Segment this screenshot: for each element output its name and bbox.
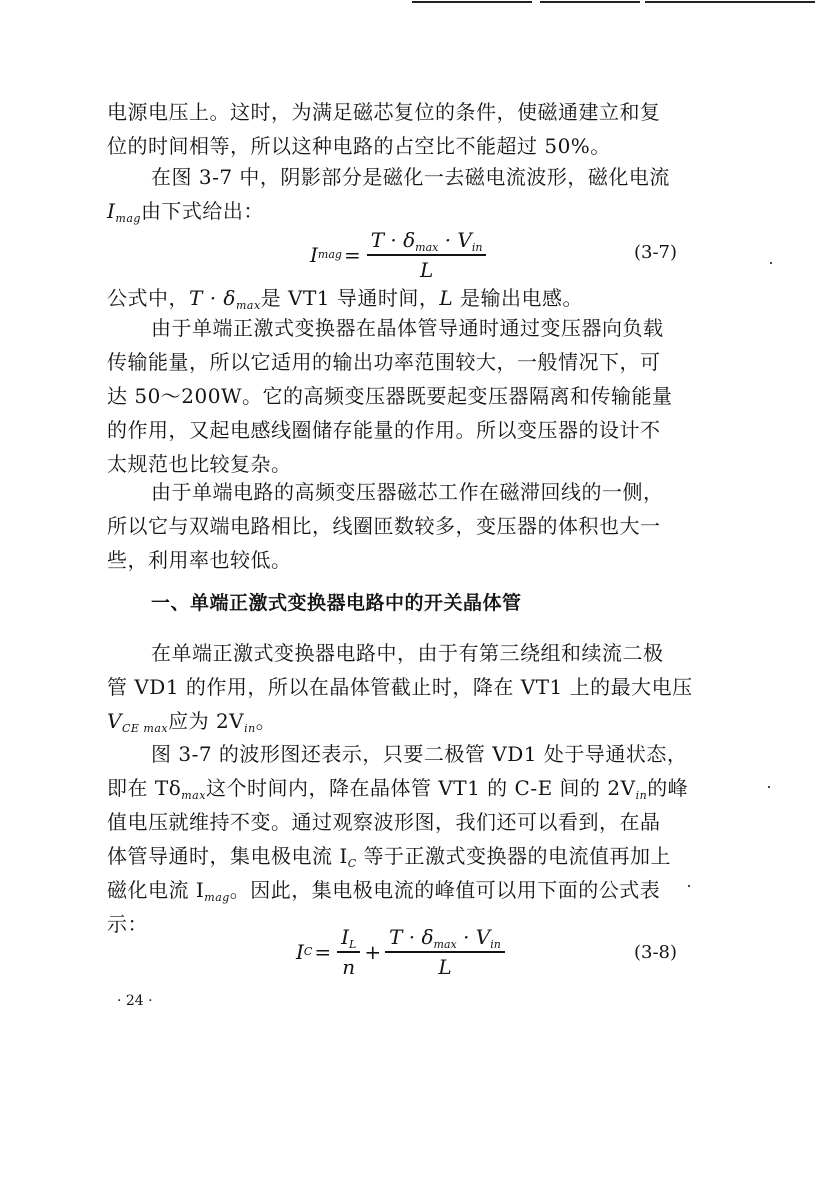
text-line: 在图 3-7 中，阴影部分是磁化一去磁电流波形，磁化电流: [151, 165, 670, 189]
section-heading: 一、单端正激式变换器电路中的开关晶体管: [151, 592, 522, 614]
text-line: 图 3-7 的波形图还表示，只要二极管 VD1 处于导通状态，: [151, 742, 688, 766]
text-line: [107, 281, 687, 315]
math-subscript: CE max: [121, 722, 169, 735]
text-line: 管 VD1 的作用，所以在晶体管截止时，降在 VT1 上的最大电压: [107, 675, 693, 699]
text-line: 达 50～200W。它的高频变压器既要起变压器隔离和传输能量: [107, 384, 673, 408]
math-subscript: max: [181, 789, 206, 802]
text-run: · V: [456, 925, 491, 949]
plus-sign: +: [364, 939, 382, 964]
scan-speck: [688, 885, 690, 887]
math-subscript: max: [235, 299, 261, 312]
math-var: I: [296, 939, 304, 964]
math-var: · δ: [202, 286, 236, 310]
text-line: 示：: [107, 912, 148, 936]
text-run: 等于正激式变换器的电流值再加上: [356, 844, 672, 868]
paragraph-6: [107, 636, 693, 738]
text-line: 电源电压上。这时，为满足磁芯复位的条件，使磁通建立和复: [107, 100, 661, 124]
text-line: 的作用，又起电感线圈储存能量的作用。所以变压器的设计不: [107, 418, 661, 442]
paragraph-7: [107, 737, 687, 941]
text-run: 。因此，集电极电流的峰值可以用下面的公式表: [229, 878, 661, 902]
math-subscript: L: [349, 938, 357, 951]
paragraph-3: [107, 281, 687, 315]
math-subscript: in: [471, 241, 483, 254]
text-run: 应为 2V: [168, 709, 245, 733]
top-rule-mid: [540, 1, 640, 3]
text-line: 太规范也比较复杂。: [107, 452, 292, 476]
text-line: 些，利用率也较低。: [107, 548, 292, 572]
paragraph-4: [107, 311, 687, 481]
text-line: [107, 194, 687, 228]
text-line: 由于单端电路的高频变压器磁芯工作在磁滞回线的一侧，: [151, 480, 664, 504]
denominator: n: [342, 954, 356, 979]
text-run: I: [341, 925, 349, 949]
text-run: 的峰: [647, 776, 689, 800]
text-line: 由于单端正激式变换器在晶体管导通时通过变压器向负载: [151, 316, 664, 340]
text-line: [107, 771, 687, 805]
text-run: 公式中，: [107, 286, 189, 310]
fraction: [367, 228, 487, 282]
paragraph-1: [107, 95, 687, 163]
text-run: 是输出电感。: [453, 286, 584, 310]
text-run: 磁化电流 I: [107, 878, 205, 902]
text-run: 是 VT1 导通时间，: [260, 286, 440, 310]
math-subscript: in: [244, 722, 256, 735]
math-subscript: mag: [115, 212, 141, 225]
page-number: · 24 ·: [117, 993, 153, 1009]
text-run: 。: [255, 709, 277, 733]
text-run: 这个时间内，降在晶体管 VT1 的 C-E 间的 2V: [205, 776, 636, 800]
top-rule-left: [412, 1, 532, 3]
denominator: L: [438, 954, 452, 979]
equation-number: (3-7): [634, 242, 678, 263]
denominator: L: [419, 257, 434, 282]
math-var: L: [439, 286, 454, 310]
math-subscript: mag: [204, 891, 230, 904]
text-run: T · δ: [370, 228, 416, 252]
numerator: [337, 925, 360, 951]
paragraph-2: [107, 160, 687, 228]
math-var: I: [107, 199, 116, 223]
text-line: 在单端正激式变换器电路中，由于有第三绕组和续流二极: [151, 641, 664, 665]
math-var: T: [189, 286, 203, 310]
formula-3-7: I mag = $\frac{T \cdot \delta_{max} \cdot V_{in}}{L}$: [310, 228, 490, 282]
math-subscript: in: [635, 789, 648, 802]
equation-number: (3-8): [634, 942, 678, 963]
paragraph-5: [107, 475, 687, 577]
fraction: [385, 925, 505, 979]
text-run: T · δ: [389, 925, 434, 949]
text-line: [107, 704, 687, 738]
scan-speck: [770, 262, 772, 264]
text-line: 所以它与双端电路相比，线圈匝数较多，变压器的体积也大一: [107, 514, 661, 538]
formula-3-8: I C = $\frac{I_L}{n}$ + $\frac{T \cdot \delta_{max} \cdot V_{in}}{L}$: [296, 925, 509, 979]
top-rule-right: [645, 1, 815, 3]
math-subscript: C: [347, 857, 357, 870]
text-run: 即在 Tδ: [107, 776, 182, 800]
numerator: [367, 228, 487, 254]
equals-sign: =: [314, 939, 332, 964]
math-subscript: max: [433, 938, 457, 951]
text-line: 位的时间相等，所以这种电路的占空比不能超过 50%。: [107, 134, 611, 158]
math-subscript: max: [415, 241, 439, 254]
text-run: 由下式给出：: [140, 199, 264, 223]
numerator: [385, 925, 505, 951]
equals-sign: =: [343, 242, 361, 267]
text-run: 体管导通时，集电极电流 I: [107, 844, 348, 868]
scan-speck: [768, 786, 770, 788]
text-line: 值电压就维持不变。通过观察波形图，我们还可以看到，在晶: [107, 810, 661, 834]
text-line: [107, 839, 687, 873]
text-line: [107, 873, 687, 907]
text-run: · V: [438, 228, 472, 252]
math-subscript: in: [490, 938, 501, 951]
fraction: [337, 925, 360, 979]
math-var: V: [107, 709, 122, 733]
text-line: 传输能量，所以它适用的输出功率范围较大，一般情况下，可: [107, 350, 661, 374]
math-var: I: [310, 242, 318, 267]
